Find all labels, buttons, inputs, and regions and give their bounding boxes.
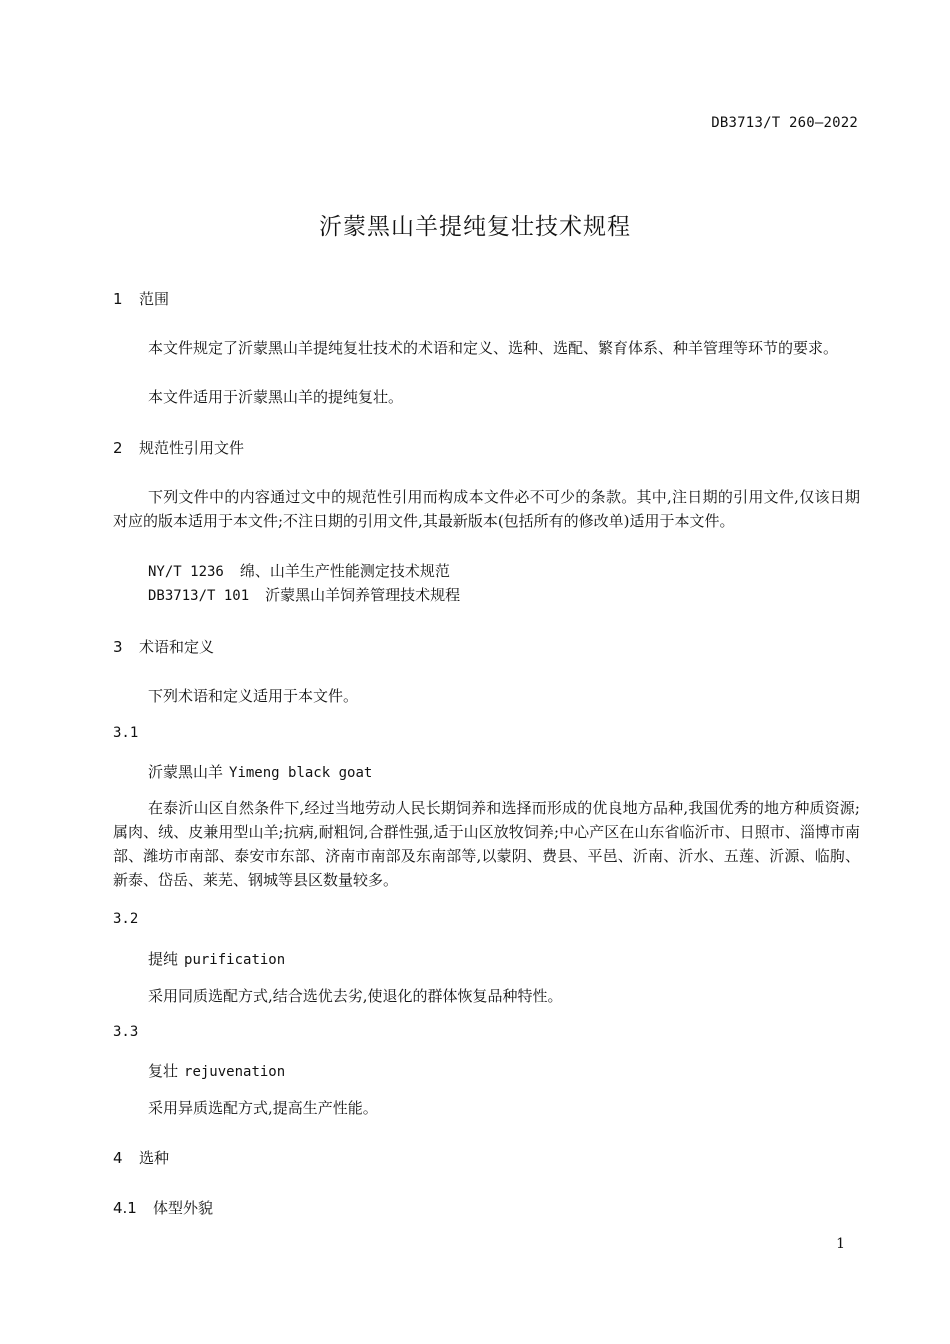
reference-item	[148, 584, 460, 605]
section-3-heading	[113, 636, 214, 657]
term-chinese: 复壮	[148, 1062, 179, 1080]
section-2-paragraph-1: 下列文件中的内容通过文中的规范性引用而构成本文件必不可少的条款。其中,注日期的引用文件,仅该日期对应的版本适用于本文件;不注日期的引用文件,其最新版本(包括所有的修改单)适用于本文件。	[113, 488, 860, 530]
term-english: rejuvenation	[184, 1064, 286, 1080]
section-number: 4	[113, 1149, 123, 1167]
term-chinese: 沂蒙黑山羊	[148, 763, 224, 781]
section-title: 规范性引用文件	[139, 439, 245, 457]
document-code: DB3713/T 260—2022	[711, 115, 858, 131]
term-chinese: 提纯	[148, 950, 179, 968]
term-heading	[148, 948, 285, 969]
term-number: 3.3	[113, 1024, 139, 1040]
section-4-heading	[113, 1147, 169, 1168]
subsection-4-1-heading	[113, 1197, 213, 1218]
section-number: 3	[113, 638, 123, 656]
section-number: 2	[113, 439, 123, 457]
page-number: 1	[836, 1236, 845, 1252]
section-2-heading	[113, 437, 244, 458]
term-english: Yimeng black goat	[229, 765, 373, 781]
section-number: 1	[113, 290, 123, 308]
term-definition: 采用异质选配方式,提高生产性能。	[148, 1099, 378, 1117]
subsection-number: 4.1	[113, 1199, 137, 1217]
reference-code: DB3713/T 101	[148, 588, 250, 604]
section-1-paragraph-2: 本文件适用于沂蒙黑山羊的提纯复壮。	[148, 388, 404, 406]
reference-title: 绵、山羊生产性能测定技术规范	[239, 562, 450, 580]
section-1-paragraph-1: 本文件规定了沂蒙黑山羊提纯复壮技术的术语和定义、选种、选配、繁育体系、种羊管理等环节的要求。	[148, 339, 839, 357]
term-heading	[148, 761, 372, 782]
term-definition: 在泰沂山区自然条件下,经过当地劳动人民长期饲养和选择而形成的优良地方品种,我国优秀的地方种质资源;属肉、绒、皮兼用型山羊;抗病,耐粗饲,合群性强,适于山区放牧饲养;中心产区在山东省临沂市、日照市、淄博市南部、潍坊市南部、泰安市东部、济南市南部及东南部等,以蒙阴、费县、平邑、沂南、沂水、五莲、沂源、临朐、新泰、岱岳、莱芜、钢城等县区数量较多。	[113, 799, 860, 889]
term-number: 3.2	[113, 911, 139, 927]
reference-title: 沂蒙黑山羊饲养管理技术规程	[265, 586, 461, 604]
section-1-heading	[113, 288, 169, 309]
term-number: 3.1	[113, 725, 139, 741]
section-3-paragraph-1: 下列术语和定义适用于本文件。	[148, 687, 359, 705]
section-title: 术语和定义	[139, 638, 215, 656]
term-definition: 采用同质选配方式,结合选优去劣,使退化的群体恢复品种特性。	[148, 987, 563, 1005]
term-english: purification	[184, 952, 286, 968]
document-title: 沂蒙黑山羊提纯复壮技术规程	[319, 214, 631, 240]
section-title: 范围	[139, 290, 170, 308]
term-heading	[148, 1060, 285, 1081]
subsection-title: 体型外貌	[153, 1199, 214, 1217]
reference-item	[148, 560, 450, 581]
section-title: 选种	[139, 1149, 170, 1167]
reference-code: NY/T 1236	[148, 564, 224, 580]
